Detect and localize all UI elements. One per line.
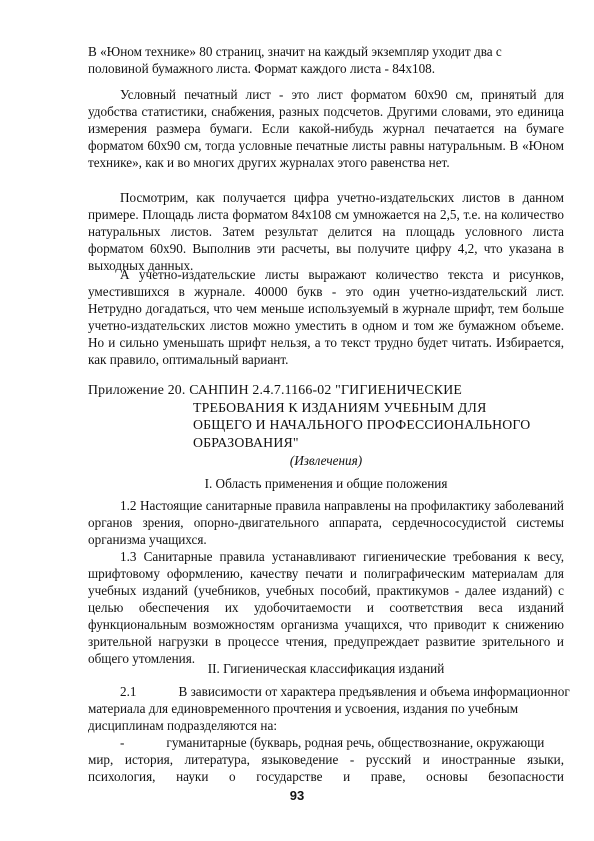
paragraph-line: половиной бумажного листа. Формат каждого листа - 84х108. <box>88 61 436 76</box>
paragraph-calculation: Посмотрим, как получается цифра учетно-издательских листов в данном примере. Площадь листа форматом 84х108 см умножается на 2,5, т.е. на количество натуральных листов. Затем результат делится на площадь условного листа форматом 60х90. Выполнив эти расчеты, вы получите цифру 4,2, что указана в выходных данных. <box>88 190 564 273</box>
appendix-heading-line: ОБЩЕГО И НАЧАЛЬНОГО ПРОФЕССИОНАЛЬНОГО <box>193 417 531 432</box>
paragraph-line: мир, история, литература, языковедение - русский и иностранные языки, <box>88 752 564 767</box>
clause-text: В зависимости от характера предъявления и объема информационног <box>178 684 570 699</box>
paragraph-line: психология, науки о государстве и праве, основы безопасности <box>88 769 564 784</box>
appendix-heading <box>88 381 568 451</box>
section-1-heading: I. Область применения и общие положения <box>204 476 448 491</box>
page-number: 93 <box>289 788 305 803</box>
clause-number: 2.1 <box>120 684 137 699</box>
paragraph-line: дисциплинам подразделяются на: <box>88 718 277 733</box>
appendix-heading-line: ОБРАЗОВАНИЯ" <box>193 434 299 450</box>
paragraph-1-2: 1.2 Настоящие санитарные правила направлены на профилактику заболеваний органов зрения, опорно-двигательного аппарата, сердечнососудистой системы организма учащихся. <box>88 498 564 547</box>
section-2-heading: II. Гигиеническая классификация изданий <box>207 661 445 676</box>
list-dash: - <box>120 735 125 750</box>
list-item-humanities <box>120 734 590 751</box>
appendix-heading-line: ТРЕБОВАНИЯ К ИЗДАНИЯМ УЧЕБНЫМ ДЛЯ <box>193 399 487 415</box>
list-item-text: гуманитарные (букварь, родная речь, обществознание, окружающи <box>166 735 545 750</box>
paragraph-line: материала для единовременного прочтения и усвоения, издания по учебным <box>88 701 519 716</box>
paragraph-1-3: 1.3 Санитарные правила устанавливают гигиенические требования к весу, шрифтовому оформлению, качеству печати и полиграфическим материалам для учебных изданий (учебников, учебных пособий, практикумов - далее изданий) с целью обеспечения их удобочитаемости и соответствия веса изданий функциональным возможностям организма учащихся, что приводит к снижению зрительной нагрузки в процессе чтения, предупреждает развитие зрительного и общего утомления. <box>88 549 564 666</box>
appendix-heading-line: Приложение 20. САНПИН 2.4.7.1166-02 "ГИГИЕНИЧЕСКИЕ <box>88 382 462 397</box>
paragraph-2-1-line <box>120 683 590 700</box>
paragraph-publishing-sheets: А учетно-издательские листы выражают количество текста и рисунков, уместившихся в журнале. 40000 букв - это один учетно-издательский лист. Нетрудно догадаться, что чем меньше используемый в журнале шрифт, тем больше учетно-издательских листов можно уместить в одном и том же бумажном объеме. Но и сильно уменьшать шрифт нельзя, а то текст трудно будет читать. Избирается, как правило, оптимальный вариант. <box>88 267 564 367</box>
paragraph-line: В «Юном технике» 80 страниц, значит на каждый экземпляр уходит два с <box>88 44 502 59</box>
excerpt-label: (Извлечения) <box>289 453 363 468</box>
paragraph-conventional-sheet: Условный печатный лист - это лист форматом 60х90 см, принятый для удобства статистики, снабжения, разных подсчетов. Другими словами, это единица измерения размера бумаги. Если какой-нибудь журнал печатается на бумаге форматом 60х90 см, тогда условные печатные листы равны натуральным. В «Юном технике», как и во многих других журналах этого равенства нет. <box>88 87 564 170</box>
